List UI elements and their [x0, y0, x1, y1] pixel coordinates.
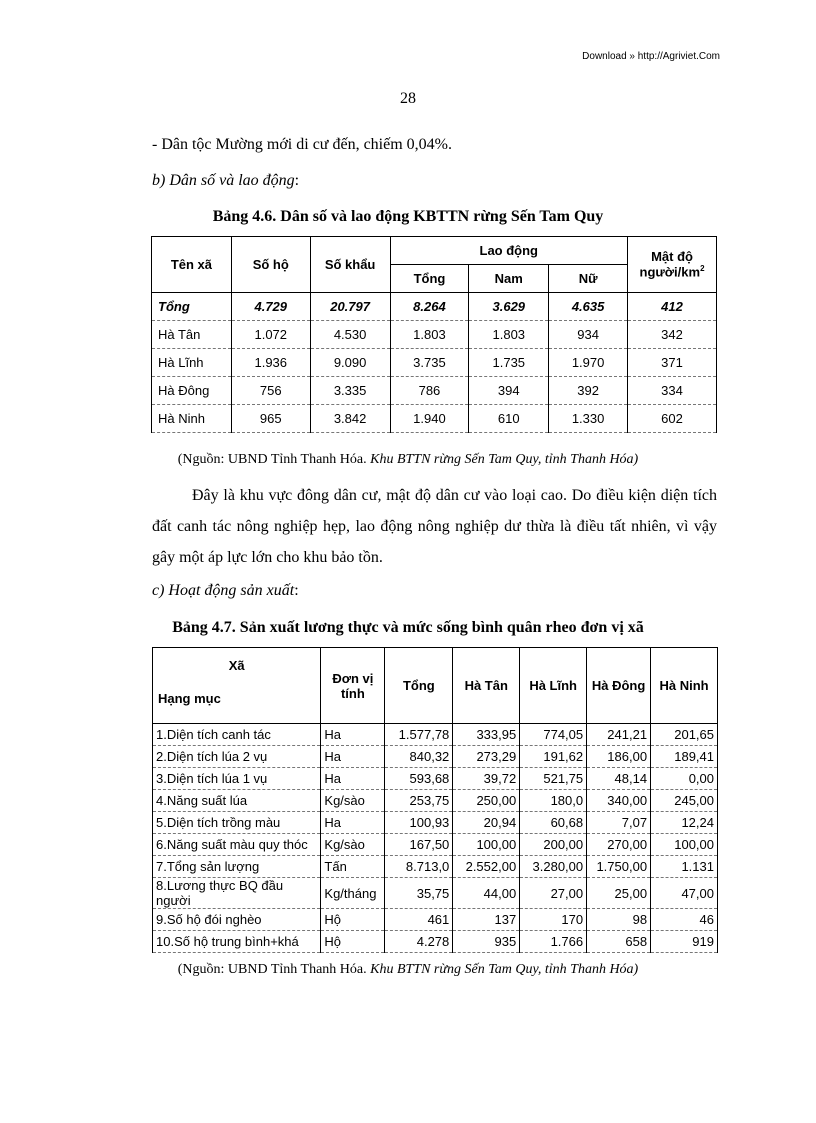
table-cell: 965 [231, 405, 310, 433]
table-cell: 253,75 [385, 790, 453, 812]
table-cell: 20.797 [310, 293, 390, 321]
download-link[interactable]: Download » http://Agriviet.Com [582, 51, 720, 62]
table-row [153, 812, 718, 834]
table-cell: 8.264 [390, 293, 469, 321]
table-cell: 170 [520, 909, 587, 931]
table-cell: 935 [453, 931, 520, 953]
table-cell: 191,62 [520, 746, 587, 768]
table-cell: 1.803 [469, 321, 549, 349]
header-xa: Xã [228, 658, 245, 673]
table-cell: 1.970 [549, 349, 628, 377]
table-cell: 1.735 [469, 349, 549, 377]
table47-source [0, 962, 816, 978]
table-cell: Hà Ninh [152, 405, 232, 433]
table-cell: 8.Lương thực BQ đầu người [153, 878, 321, 909]
table-cell: 340,00 [587, 790, 651, 812]
table-cell: 2.552,00 [453, 856, 520, 878]
table-cell: 100,00 [453, 834, 520, 856]
table-cell: 1.940 [390, 405, 469, 433]
table-cell: 521,75 [520, 768, 587, 790]
table-cell: 4.530 [310, 321, 390, 349]
table-cell: 3.280,00 [520, 856, 587, 878]
table-cell: 27,00 [520, 878, 587, 909]
header-labor: Lao động [390, 237, 627, 265]
table-cell: 245,00 [651, 790, 718, 812]
table-cell: 4.278 [385, 931, 453, 953]
table-cell: 10.Số hộ trung bình+khá [153, 931, 321, 953]
table-row [152, 377, 717, 405]
table-cell: 1.803 [390, 321, 469, 349]
table46-caption: Bảng 4.6. Dân số và lao động KBTTN rừng Sến Tam Quy [212, 208, 604, 225]
table-row [153, 790, 718, 812]
table-row [153, 724, 718, 746]
table-cell: 602 [628, 405, 717, 433]
table-row [153, 768, 718, 790]
table-cell: 186,00 [587, 746, 651, 768]
table-row [152, 293, 717, 321]
table-cell: 137 [453, 909, 520, 931]
table-cell: 934 [549, 321, 628, 349]
table-cell: 1.766 [520, 931, 587, 953]
section-c-colon: : [294, 582, 299, 599]
table-cell: 12,24 [651, 812, 718, 834]
source-italic: Khu BTTN rừng Sến Tam Quy, tỉnh Thanh Hóa) [370, 962, 639, 977]
header-don-vi-line1: Đơn vị [332, 670, 374, 686]
table47-caption: Bảng 4.7. Sản xuất lương thực và mức sống bình quân rheo đơn vị xã [172, 619, 644, 636]
table-cell: 3.335 [310, 377, 390, 405]
table-cell: 756 [231, 377, 310, 405]
table-cell: 7,07 [587, 812, 651, 834]
table-row [153, 878, 718, 909]
table-cell: 412 [628, 293, 717, 321]
table-cell: 840,32 [385, 746, 453, 768]
section-c-title: c) Hoạt động sản xuất [152, 582, 295, 599]
table-cell: 46 [651, 909, 718, 931]
table-cell: 4.635 [549, 293, 628, 321]
table-cell: 44,00 [453, 878, 520, 909]
header-labor-total: Tổng [390, 265, 469, 293]
table-cell: 3.629 [469, 293, 549, 321]
intro-line: - Dân tộc Mường mới di cư đến, chiếm 0,04%. [152, 136, 452, 153]
table-row [153, 746, 718, 768]
table-cell: 5.Diện tích trồng màu [153, 812, 321, 834]
table-cell: 4.729 [231, 293, 310, 321]
header-households: Số hộ [231, 237, 310, 293]
header-commune: Tên xã [152, 237, 232, 293]
header-people: Số khẩu [310, 237, 390, 293]
table-cell: 3.Diện tích lúa 1 vụ [153, 768, 321, 790]
table-cell: 1.936 [231, 349, 310, 377]
table-cell: 3.842 [310, 405, 390, 433]
table-cell: Hà Đông [152, 377, 232, 405]
table-cell: Ha [321, 812, 385, 834]
section-b-title: b) Dân số và lao động [152, 172, 295, 189]
density-label: Mật độ [651, 249, 693, 265]
source-italic: Khu BTTN rừng Sến Tam Quy, tỉnh Thanh Hóa) [370, 452, 639, 467]
table-cell: 392 [549, 377, 628, 405]
header-xa-hang-muc [153, 648, 321, 724]
table-row [153, 931, 718, 953]
table-cell: 180,0 [520, 790, 587, 812]
table-cell: Hà Lĩnh [152, 349, 232, 377]
table-cell: 2.Diện tích lúa 2 vụ [153, 746, 321, 768]
table-cell: 1.131 [651, 856, 718, 878]
table-cell: 39,72 [453, 768, 520, 790]
section-c-heading [152, 583, 717, 599]
table-cell: 241,21 [587, 724, 651, 746]
table-cell: Hộ [321, 931, 385, 953]
header-labor-male: Nam [469, 265, 549, 293]
table-cell: 1.330 [549, 405, 628, 433]
table-cell: 25,00 [587, 878, 651, 909]
table-cell: Kg/sào [321, 834, 385, 856]
table-cell: 47,00 [651, 878, 718, 909]
header-ha-dong: Hà Đông [587, 648, 651, 724]
population-labor-table [151, 236, 717, 433]
table-cell: Kg/tháng [321, 878, 385, 909]
table-cell: 250,00 [453, 790, 520, 812]
table-cell: 4.Năng suất lúa [153, 790, 321, 812]
section-b-heading [152, 173, 717, 189]
table-row [152, 349, 717, 377]
table-cell: 35,75 [385, 878, 453, 909]
table-cell: 394 [469, 377, 549, 405]
table-row [152, 321, 717, 349]
table-cell: 9.090 [310, 349, 390, 377]
table-cell: 461 [385, 909, 453, 931]
table-cell: 48,14 [587, 768, 651, 790]
header-density [628, 237, 717, 293]
density-sup: 2 [700, 264, 705, 274]
table-cell: 0,00 [651, 768, 718, 790]
table-cell: 334 [628, 377, 717, 405]
density-unit: người/km [639, 264, 701, 280]
table-cell: 610 [469, 405, 549, 433]
table-cell: Ha [321, 746, 385, 768]
table-cell: 9.Số hộ đói nghèo [153, 909, 321, 931]
table-cell: 1.072 [231, 321, 310, 349]
header-labor-female: Nữ [549, 265, 628, 293]
table-cell: 60,68 [520, 812, 587, 834]
table-cell: 20,94 [453, 812, 520, 834]
table-cell: 1.750,00 [587, 856, 651, 878]
table-cell: 371 [628, 349, 717, 377]
table-cell: 919 [651, 931, 718, 953]
table-cell: 6.Năng suất màu quy thóc [153, 834, 321, 856]
table-row [153, 834, 718, 856]
table-row [152, 405, 717, 433]
header-tong: Tổng [385, 648, 453, 724]
table-cell: 3.735 [390, 349, 469, 377]
table-cell: Ha [321, 768, 385, 790]
table-cell: 270,00 [587, 834, 651, 856]
page-number: 28 [400, 90, 416, 107]
header-don-vi-line2: tính [340, 685, 365, 701]
table-cell: 201,65 [651, 724, 718, 746]
table-cell: 200,00 [520, 834, 587, 856]
table-cell: 100,93 [385, 812, 453, 834]
body-paragraph: Đây là khu vực đông dân cư, mật độ dân cư vào loại cao. Do điều kiện diện tích đất canh tác nông nghiệp hẹp, lao động nông nghiệp dư thừa là điều tất nhiên, vì vậy gây một áp lực lớn cho khu bảo tồn. [152, 487, 717, 566]
source-prefix: (Nguồn: UBND Tỉnh Thanh Hóa. [177, 452, 371, 467]
table-cell: 593,68 [385, 768, 453, 790]
header-ha-ninh: Hà Ninh [651, 648, 718, 724]
food-production-table [152, 647, 718, 953]
table-cell: 342 [628, 321, 717, 349]
table-cell: Kg/sào [321, 790, 385, 812]
table-row [153, 856, 718, 878]
table-cell: 1.Diện tích canh tác [153, 724, 321, 746]
table-cell: 333,95 [453, 724, 520, 746]
table-cell: 100,00 [651, 834, 718, 856]
table-cell: Hộ [321, 909, 385, 931]
table-cell: Ha [321, 724, 385, 746]
table-cell: 8.713,0 [385, 856, 453, 878]
table-cell: 98 [587, 909, 651, 931]
header-ha-tan: Hà Tân [453, 648, 520, 724]
table-cell: 7.Tổng sản lượng [153, 856, 321, 878]
table-cell: Tấn [321, 856, 385, 878]
table46-source [0, 452, 816, 468]
source-prefix: (Nguồn: UBND Tỉnh Thanh Hóa. [177, 962, 371, 977]
table-cell: 167,50 [385, 834, 453, 856]
table-cell: 273,29 [453, 746, 520, 768]
table-cell: 1.577,78 [385, 724, 453, 746]
table-cell: 189,41 [651, 746, 718, 768]
table-cell: Hà Tân [152, 321, 232, 349]
section-b-colon: : [294, 172, 300, 189]
table-row [153, 909, 718, 931]
header-don-vi [321, 648, 385, 724]
table-cell: 786 [390, 377, 469, 405]
header-hang-muc: Hạng mục [158, 691, 221, 706]
table-cell: 658 [587, 931, 651, 953]
table-cell: 774,05 [520, 724, 587, 746]
table-cell: Tổng [152, 293, 232, 321]
header-ha-linh: Hà Lĩnh [520, 648, 587, 724]
